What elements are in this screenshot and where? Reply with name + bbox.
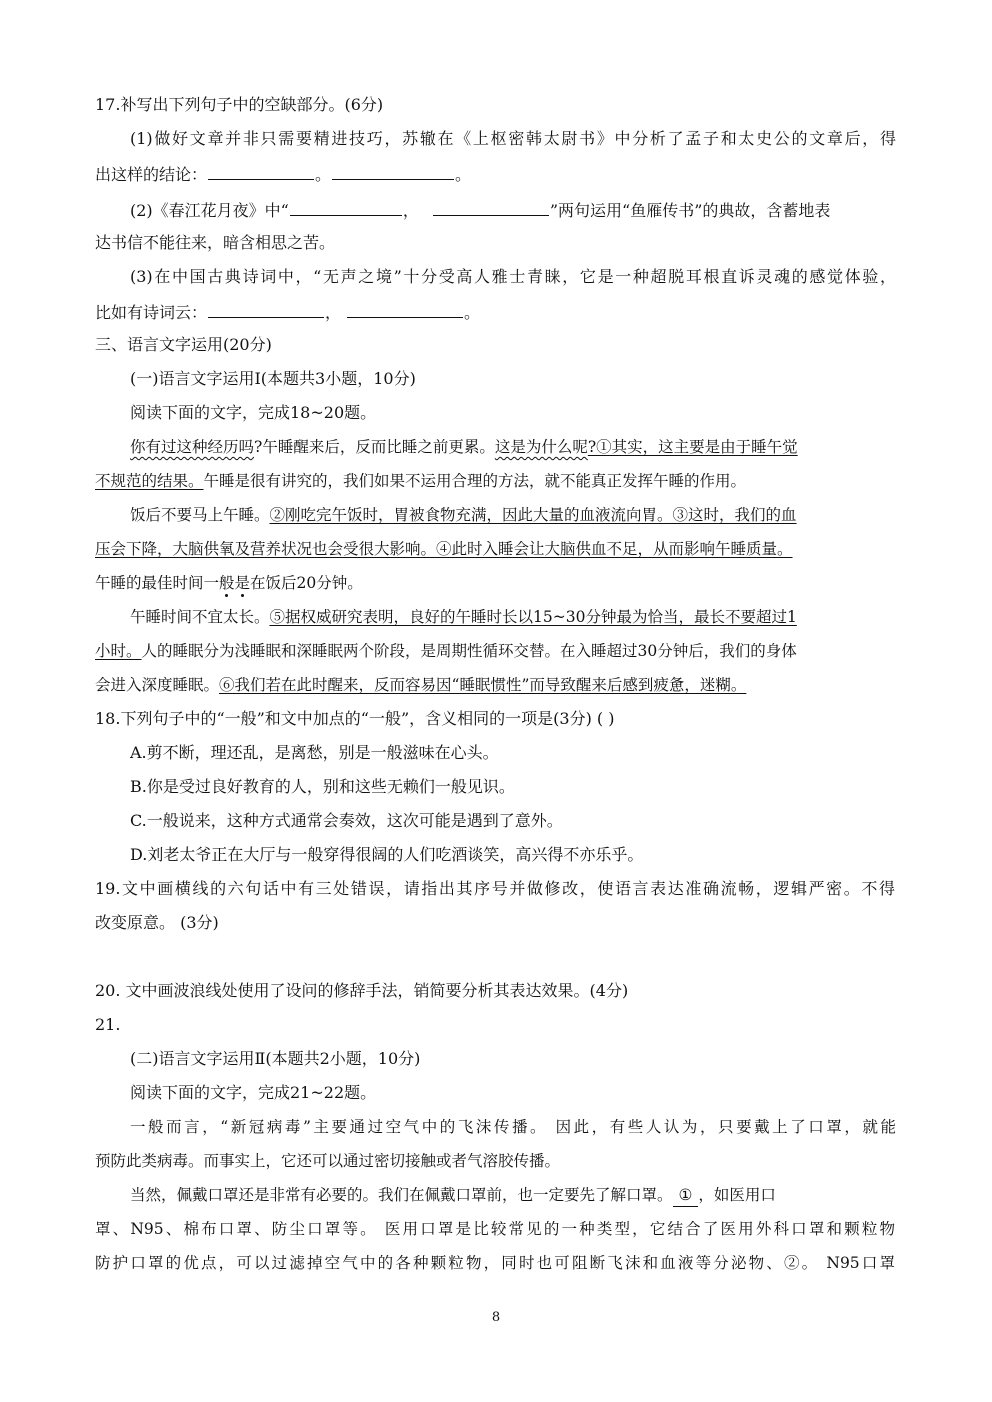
q17-part1-line1: (1)做好文章并非只需要精进技巧，苏辙在《上枢密韩太尉书》中分析了孟子和太史公的文章后，得 <box>130 129 896 148</box>
passage2-para2-line3: 防护口罩的优点，可以过滤掉空气中的各种颗粒物，同时也可阻断飞沫和血液等分泌物、②。 N95口罩 <box>95 1254 895 1272</box>
text: 饭后不要马上午睡。 <box>130 506 270 524</box>
q17-part3-prefix: 比如有诗词云： <box>95 303 208 322</box>
answer-blank[interactable] <box>208 300 324 318</box>
q18-option-c[interactable]: C.一般说来，这种方式通常会奏效，这次可能是遇到了意外。 <box>130 811 563 830</box>
passage1-para1-line1 <box>130 436 798 458</box>
underlined-sentence: 压会下降，大脑供氧及营养状况也会受很大影响。④此时入睡会让大脑供血不足，从而影响午睡质量。 <box>95 540 793 558</box>
q18-option-a[interactable]: A.剪不断，理还乱，是离愁，别是一般滋味在心头。 <box>130 743 499 762</box>
q20: 20. 文中画波浪线处使用了设问的修辞手法，销简要分析其表达效果。(4分) <box>95 981 629 1000</box>
punct: 。 <box>315 165 332 184</box>
emphasis-dot <box>241 594 244 597</box>
q17-part3-line2 <box>95 300 480 324</box>
q17-part2-suffix: ”两句运用“鱼雁传书”的典故，含蓄地表 <box>549 201 831 220</box>
underlined-sentence: 小时。 <box>95 642 142 660</box>
passage1-para2-line1 <box>130 504 797 526</box>
text: ，如医用口 <box>698 1186 776 1204</box>
underlined-sentence: ②刚吃完午饭时，胃被食物充满，因此大量的血液流向胃。③这时，我们的血 <box>269 506 797 524</box>
q19-line2: 改变原意。 (3分) <box>95 913 219 932</box>
section3-sub2: (二)语言文字运用Ⅱ(本题共2小题，10分) <box>130 1049 421 1068</box>
emphasis-dot <box>225 594 228 597</box>
answer-blank[interactable] <box>290 198 402 216</box>
wavy-phrase: 你有过这种经历吗 <box>130 438 255 456</box>
answer-blank[interactable] <box>208 162 314 180</box>
reading-instruction-1: 阅读下面的文字，完成18~20题。 <box>130 403 377 422</box>
page-number: 8 <box>491 1310 501 1325</box>
q17-part2-line1 <box>130 198 830 222</box>
text: 午睡是很有讲究的，我们如果不运用合理的方法，就不能真正发挥午睡的作用。 <box>203 472 747 490</box>
passage1-para2-line2 <box>95 538 793 560</box>
section3-sub1: (一)语言文字运用Ⅰ(本题共3小题，10分) <box>130 369 416 388</box>
text: 当然，佩戴口罩还是非常有必要的。我们在佩戴口罩前，也一定要先了解口罩。 <box>130 1186 673 1204</box>
reading-instruction-2: 阅读下面的文字，完成21~22题。 <box>130 1083 377 1102</box>
passage1-para3-line3 <box>95 674 746 696</box>
answer-blank[interactable] <box>347 300 463 318</box>
q18-option-d[interactable]: D.刘老太爷正在大厅与一般穿得很阔的人们吃酒谈笑，高兴得不亦乐乎。 <box>130 845 644 864</box>
q17-part2-line2: 达书信不能往来，暗含相思之苦。 <box>95 233 336 252</box>
text: 午睡时间不宜太长。 <box>130 608 270 626</box>
punct: 。 <box>464 303 481 322</box>
answer-blank[interactable] <box>433 198 549 216</box>
text: 人的睡眠分为浅睡眠和深睡眠两个阶段，是周期性循环交替。在入睡超过30分钟后，我们的身体 <box>141 642 797 660</box>
underlined-sentence: ⑤据权威研究表明，良好的午睡时长以15~30分钟最为恰当，最长不要超过1 <box>269 608 797 626</box>
passage2-para2-line1 <box>130 1184 776 1207</box>
fill-blank-1[interactable]: ① <box>673 1184 699 1207</box>
q17-part3-line1: (3)在中国古典诗词中，“无声之境”十分受高人雅士青睐，它是一种超脱耳根直诉灵魂的感觉体验， <box>130 267 896 286</box>
passage2-para1-line1: 一般而言，“新冠病毒”主要通过空气中的飞沫传播。 因此，有些人认为，只要戴上了口罩，就能 <box>130 1118 896 1136</box>
q17-part1-line2 <box>95 162 471 186</box>
q19-line1: 19.文中画横线的六句话中有三处错误，请指出其序号并做修改，使语言表达准确流畅，逻辑严密。不得 <box>95 879 895 898</box>
passage2-para1-line2: 预防此类病毒。而事实上，它还可以通过密切接触或者气溶胶传播。 <box>95 1152 561 1170</box>
passage1-para3-line1 <box>130 606 797 628</box>
q17-part1-prefix: 出这样的结论： <box>95 165 208 184</box>
q17-title: 17.补写出下列句子中的空缺部分。(6分) <box>95 95 384 114</box>
answer-blank[interactable] <box>332 162 454 180</box>
passage1-para3-line2 <box>95 640 797 662</box>
wavy-phrase: 这是为什么呢 <box>494 438 588 456</box>
punct: ， <box>325 303 342 322</box>
punct: ， <box>402 201 419 220</box>
underlined-sentence: 不规范的结果。 <box>95 472 204 490</box>
passage1-para2-line3: 午睡的最佳时间一般是在饭后20分钟。 <box>95 574 363 592</box>
section3-title: 三、语言文字运用(20分) <box>95 335 272 354</box>
punct: 。 <box>455 165 472 184</box>
passage2-para2-line2: 罩、N95、棉布口罩、防尘口罩等。 医用口罩是比较常见的一种类型，它结合了医用外科口罩和颗粒物 <box>95 1220 895 1238</box>
text: ?午睡醒来后，反而比睡之前更累。 <box>254 438 495 456</box>
underlined-sentence: ⑥我们若在此时醒来，反而容易因“睡眠惯性”而导致醒来后感到疲惫，迷糊。 <box>219 676 747 694</box>
underlined-sentence: ?①其实，这主要是由于睡午觉 <box>587 438 798 456</box>
q18-title: 18.下列句子中的“一般”和文中加点的“一般”，含义相同的一项是(3分) ( ) <box>95 709 615 728</box>
text: 会进入深度睡眠。 <box>95 676 220 694</box>
passage1-para1-line2 <box>95 470 746 492</box>
q17-part2-prefix: (2)《春江花月夜》中“ <box>130 201 289 220</box>
q21: 21. <box>95 1015 121 1034</box>
q18-option-b[interactable]: B.你是受过良好教育的人，别和这些无赖们一般见识。 <box>130 777 515 796</box>
